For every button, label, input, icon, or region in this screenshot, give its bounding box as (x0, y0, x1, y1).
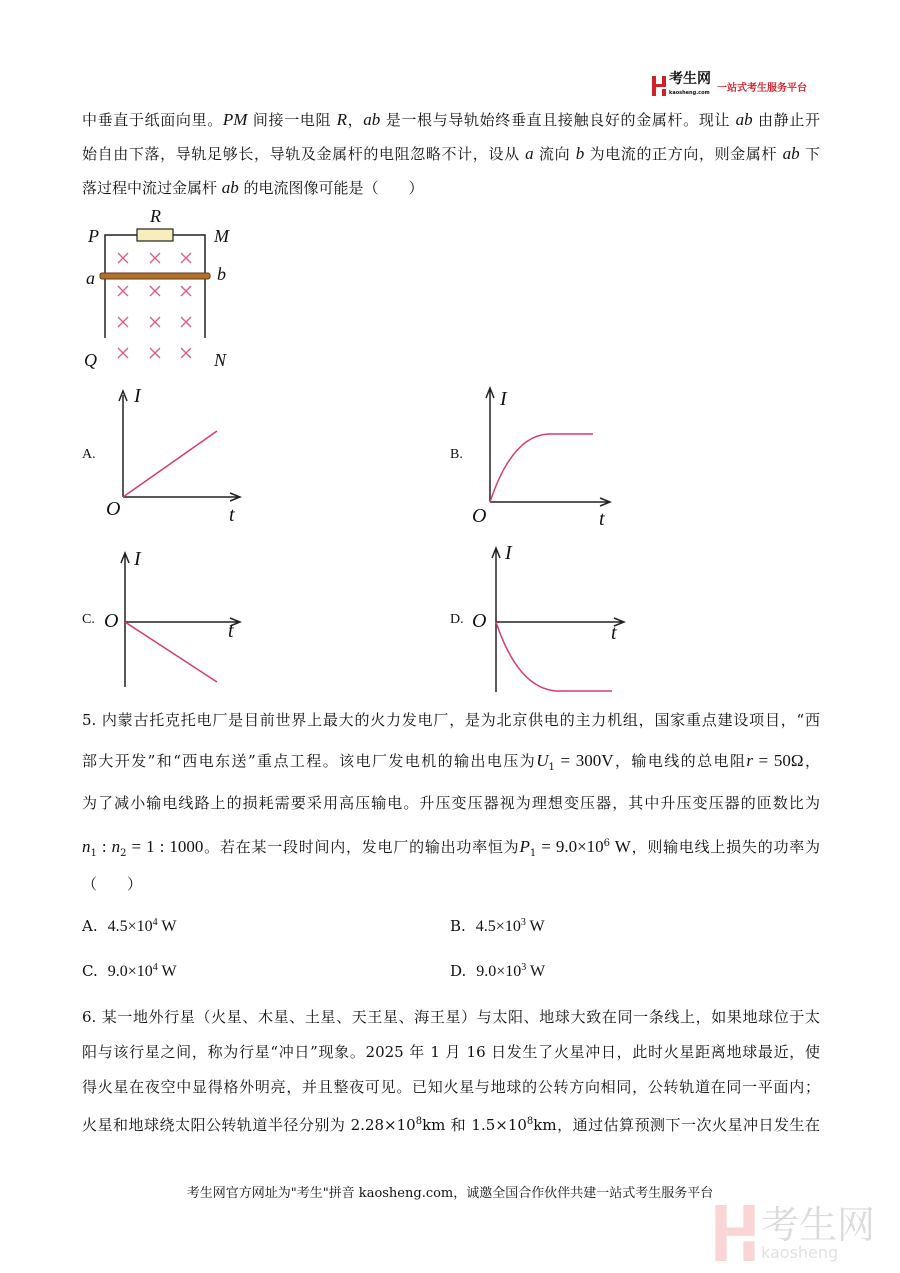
metal-rod (100, 273, 210, 279)
math-variable: R (336, 110, 347, 129)
label-a: a (86, 268, 95, 288)
math-variable: r (746, 751, 753, 770)
math-variable: n (82, 837, 91, 856)
q5-option-c[interactable]: C. $9.0\times 10^4$ W (82, 962, 177, 980)
option-label: B. (450, 917, 466, 935)
label-b: b (217, 264, 226, 284)
math-variable: P (519, 837, 530, 856)
text-segment: ，输电线的总电阻 (613, 752, 747, 770)
kaosheng-logo-icon (652, 76, 666, 96)
text-segment: 部大开发”和“西电东送”重点工程。该电厂发电机的输出电压为 (82, 752, 537, 770)
math-expression: W (610, 837, 631, 856)
current-curve (496, 622, 612, 691)
text-segment: 是一根与导轨始终垂直且接触良好的金属杆。现让 (380, 111, 736, 129)
option-label: A. (82, 917, 98, 935)
current-curve (123, 431, 217, 497)
footer-text: 考生网官方网址为"考生"拼音 kaosheng.com，诚邀全国合作伙伴共建一站式考生服务平台 (186, 1186, 714, 1201)
math-variable: a (525, 144, 534, 163)
option-c-label: C. (82, 612, 95, 627)
superscript: 8 (415, 1116, 423, 1127)
math-expression: : (96, 837, 112, 856)
label-M: M (214, 226, 229, 246)
math-variable: ab (221, 178, 239, 197)
option-label: C. (82, 962, 98, 980)
option-b-label: B. (450, 447, 463, 462)
q4-line (82, 178, 820, 198)
math-variable: U (536, 751, 549, 770)
origin-label: O (104, 610, 119, 632)
logo-domain: kaosheng.com (669, 90, 710, 96)
label-R: R (150, 206, 161, 226)
text-segment: ， (346, 111, 364, 129)
subscript: 1 (90, 848, 97, 859)
magnetic-field-crosses (118, 253, 191, 358)
option-label: D. (450, 962, 467, 980)
text-segment: 6. 某一地外行星（火星、木星、土星、天王星、海王星）与太阳、地球大致在同一条线上，如果地球位于太 (82, 1008, 820, 1026)
superscript: 6 (603, 838, 611, 849)
q6-line (82, 1077, 820, 1097)
text-segment: 为了减小输电线路上的损耗需要采用高压输电。升压变压器视为理想变压器，其中升压变压器的匝数比为 (82, 794, 820, 812)
kaosheng-watermark-icon (715, 1205, 755, 1261)
math-variable: b (575, 144, 585, 163)
text-segment: 得火星在夜空中显得格外明亮，并且整夜可见。已知火星与地球的公转方向相同，公转轨道在同一平面内； (82, 1078, 820, 1096)
graph-c (100, 545, 250, 690)
axis-label-i: I (500, 388, 507, 410)
q5-option-d[interactable]: D. $9.0\times 10^3$ W (450, 962, 546, 980)
text-segment: 中垂直于纸面向里。 (82, 111, 223, 129)
logo-name: 考生网 kaosheng.com (669, 72, 711, 100)
math-variable: ab (782, 144, 800, 163)
current-curve (125, 622, 217, 682)
text-segment: 流向 (533, 145, 576, 163)
axis-label-t: t (611, 622, 617, 644)
text-segment: 落过程中流过金属杆 (82, 179, 222, 197)
subscript: 1 (548, 762, 555, 773)
q5-line (82, 751, 820, 778)
text-segment: 下 (799, 145, 820, 163)
text-segment: km，通过估算预测下一次火星冲日发生在 (533, 1116, 820, 1134)
origin-label: O (106, 498, 121, 520)
text-segment: 。若在某一段时间内，发电厂的输出功率恒为 (203, 838, 520, 856)
q5-line (82, 834, 820, 864)
math-expression: = 1 : 1000 (126, 837, 204, 856)
watermark-text: 考生网 kaosheng (761, 1203, 876, 1262)
axis-label-t: t (599, 508, 605, 530)
math-variable: ab (363, 110, 381, 129)
q6-line (82, 1112, 820, 1135)
text-segment: （ ） (82, 875, 143, 893)
q4-line (82, 144, 820, 164)
text-segment: 间接一电阻 (247, 111, 337, 129)
math-expression: = 50Ω (752, 751, 804, 770)
axis-label-i: I (134, 385, 141, 407)
axis-label-t: t (229, 504, 235, 526)
q6-line (82, 1042, 820, 1062)
q5-line (82, 710, 820, 730)
q5-option-b[interactable]: B. $4.5\times 10^3$ W (450, 917, 545, 935)
axis-label-t: t (228, 620, 234, 642)
text-segment: km 和 1.5×10 (422, 1116, 527, 1134)
subscript: 1 (529, 848, 537, 859)
graph-a (100, 385, 250, 515)
axis-label-i: I (505, 542, 512, 564)
math-expression: = 300V (554, 751, 614, 770)
label-N: N (214, 350, 227, 370)
graph-d (470, 540, 630, 695)
subscript: 2 (120, 848, 127, 859)
label-Q: Q (84, 350, 97, 370)
origin-label: O (472, 610, 487, 632)
math-variable: n (111, 837, 121, 856)
text-segment: 为电流的正方向，则金属杆 (584, 145, 783, 163)
option-d-label: D. (450, 612, 464, 627)
text-segment: 阳与该行星之间，称为行星“冲日”现象。2025 年 1 月 16 日发生了火星冲日，此时火星距离地球最近，使 (82, 1043, 820, 1061)
text-segment: 火星和地球绕太阳公转轨道半径分别为 2.28×10 (82, 1116, 416, 1134)
q5-option-a[interactable]: A. $4.5\times 10^4$ W (82, 917, 177, 935)
text-segment: ，则输电线上损失的功率为 (630, 838, 820, 856)
q6-line (82, 1007, 820, 1027)
axis-label-i: I (134, 548, 141, 570)
text-segment: 由静止开 (752, 111, 820, 129)
q5-line (82, 874, 820, 894)
text-segment: 的电流图像可能是（ ） (238, 179, 424, 197)
math-expression: = 9.0×10 (536, 837, 604, 856)
math-variable: ab (735, 110, 753, 129)
label-P: P (88, 226, 99, 246)
resistor-icon (137, 229, 173, 241)
q5-line (82, 793, 820, 813)
header-slogan: 一站式考生服务平台 (717, 82, 807, 94)
text-segment: 5. 内蒙古托克托电厂是目前世界上最大的火力发电厂，是为北京供电的主力机组，国家重点建设项目，“西 (82, 711, 820, 729)
text-segment: 始自由下落，导轨足够长，导轨及金属杆的电阻忽略不计，设从 (82, 145, 526, 163)
current-curve (490, 434, 593, 502)
header-logo (652, 72, 807, 100)
superscript: 8 (526, 1116, 534, 1127)
q4-line (82, 110, 820, 130)
math-variable: PM (222, 110, 248, 129)
option-a-label: A. (82, 447, 96, 462)
graph-b (470, 380, 620, 510)
origin-label: O (472, 505, 487, 527)
text-segment: ， (803, 752, 820, 770)
watermark (715, 1205, 875, 1261)
